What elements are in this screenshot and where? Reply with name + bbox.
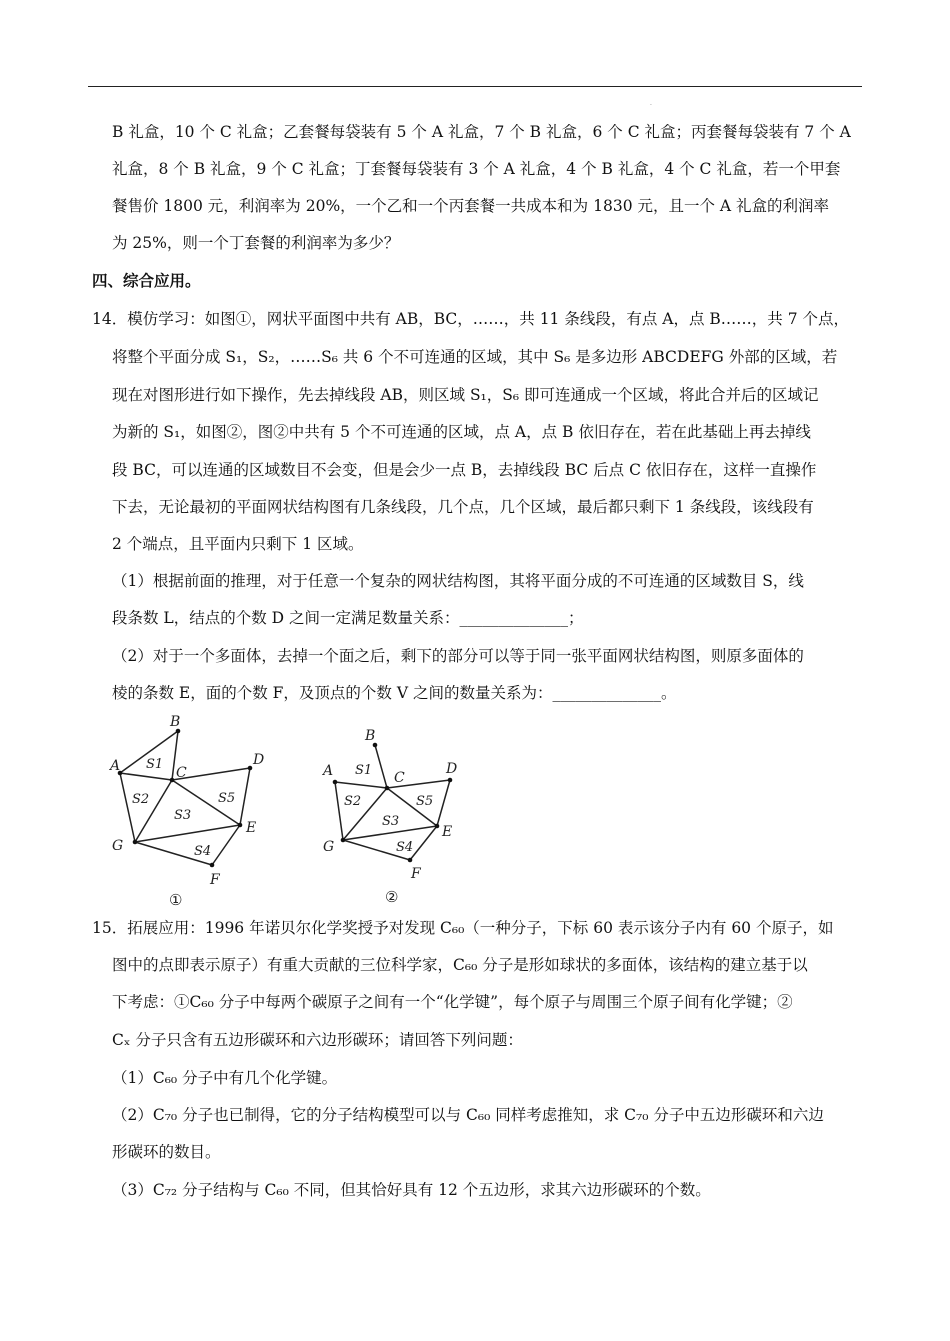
region-s4: S4 <box>194 844 212 859</box>
network-figure-1 <box>100 705 280 910</box>
question-14-line: 段 BC，可以连通的区域数目不会变，但是会少一点 B，去掉线段 BC 后点 C 依旧存在，这样一直操作 <box>112 461 817 479</box>
label-C: C <box>176 765 187 781</box>
question-15-line: 15．拓展应用：1996 年诺贝尔化学奖授予对发现 C₆₀（一种分子，下标 60 表示该分子内有 60 个原子，如 <box>92 919 834 937</box>
subquestion-line: （1）C₆₀ 分子中有几个化学键。 <box>112 1069 338 1087</box>
segment-DE <box>437 780 450 826</box>
paragraph-line: 礼盒，8 个 B 礼盒，9 个 C 礼盒；丁套餐每袋装有 3 个 A 礼盒，4 个 B 礼盒，4 个 C 礼盒，若一个甲套 <box>112 160 841 178</box>
figure-2-caption: ② <box>385 888 399 906</box>
region-s5: S5 <box>218 791 236 806</box>
point-E <box>435 824 440 829</box>
label-B: B <box>170 714 181 730</box>
region-s1: S1 <box>146 757 164 772</box>
point-F <box>210 863 215 868</box>
subquestion-line: 段条数 L，结点的个数 D 之间一定满足数量关系：______________； <box>112 609 584 627</box>
label-C: C <box>394 770 405 786</box>
point-C <box>385 786 390 791</box>
paragraph-line: 餐售价 1800 元，利润率为 20%，一个乙和一个丙套餐一共成本和为 1830 元，且一个 A 礼盒的利润率 <box>112 197 830 215</box>
paragraph-line: 为 25%，则一个丁套餐的利润率为多少？ <box>112 234 400 252</box>
figure-1-caption: ① <box>169 891 183 909</box>
label-D: D <box>253 752 265 768</box>
question-14-line: 为新的 S₁，如图②，图②中共有 5 个不可连通的区域，点 A，点 B 依旧存在，若在此基础上再去掉线 <box>112 423 811 441</box>
subquestion-line: （2）C₇₀ 分子也已制得，它的分子结构模型可以与 C₆₀ 同样考虑推知，求 C₇₀ 分子中五边形碳环和六边 <box>112 1106 824 1124</box>
segment-EF <box>410 826 437 860</box>
subquestion-line: （1）根据前面的推理，对于任意一个复杂的网状结构图，其将平面分成的不可连通的区域数目 S，线 <box>112 572 804 590</box>
region-s4: S4 <box>396 840 414 855</box>
point-D <box>248 766 253 771</box>
question-14-line: 2 个端点，且平面内只剩下 1 区域。 <box>112 535 364 553</box>
region-s5: S5 <box>416 794 434 809</box>
label-G: G <box>323 839 335 855</box>
label-B: B <box>365 728 376 744</box>
point-C <box>170 778 175 783</box>
label-E: E <box>442 824 453 840</box>
point-E <box>238 823 243 828</box>
segment-AG <box>120 773 135 842</box>
segment-AC <box>335 782 387 788</box>
label-D: D <box>446 761 458 777</box>
region-s2: S2 <box>132 792 150 807</box>
question-14-line: 下去，无论最初的平面网状结构图有几条线段，几个点，几个区域，最后都只剩下 1 条线段，该线段有 <box>112 498 814 516</box>
label-A: A <box>110 758 121 774</box>
segment-AG <box>335 782 343 840</box>
question-15-line: Cₓ 分子只含有五边形碳环和六边形碳环；请回答下列问题： <box>112 1031 523 1049</box>
label-A: A <box>323 763 334 779</box>
point-F <box>408 858 413 863</box>
region-s3: S3 <box>382 814 400 829</box>
point-A <box>333 780 338 785</box>
header-rule <box>88 86 862 87</box>
subquestion-line: 棱的条数 E，面的个数 F，及顶点的个数 V 之间的数量关系为：______________。 <box>112 684 677 702</box>
question-14-line: 现在对图形进行如下操作，先去掉线段 AB，则区域 S₁，S₆ 即可连通成一个区域，将此合并后的区域记 <box>112 386 819 404</box>
corner-mark: . <box>650 100 652 107</box>
point-D <box>448 778 453 783</box>
label-F: F <box>210 872 220 888</box>
section-heading: 四、综合应用。 <box>92 271 201 290</box>
label-G: G <box>112 838 124 854</box>
question-14-line: 14．模仿学习：如图①，网状平面图中共有 AB，BC，……，共 11 条线段，有点 A，点 B……，共 7 个点， <box>92 310 850 328</box>
label-F: F <box>411 866 421 882</box>
point-G <box>341 838 346 843</box>
subquestion-line: 形碳环的数目。 <box>112 1143 221 1161</box>
label-E: E <box>246 820 257 836</box>
subquestion-line: （2）对于一个多面体，去掉一个面之后，剩下的部分可以等于同一张平面网状结构图，则原多面体的 <box>112 647 804 665</box>
segment-GE <box>135 825 240 842</box>
question-14-line: 将整个平面分成 S₁，S₂，……S₆ 共 6 个不可连通的区域，其中 S₆ 是多边形 ABCDEFG 外部的区域，若 <box>112 348 838 366</box>
region-s3: S3 <box>174 808 192 823</box>
question-15-line: 图中的点即表示原子）有重大贡献的三位科学家，C₆₀ 分子是形如球状的多面体，该结构的建立基于以 <box>112 956 808 974</box>
question-15-line: 下考虑：①C₆₀ 分子中每两个碳原子之间有一个“化学键”，每个原子与周围三个原子间有化学键；② <box>112 993 793 1011</box>
segment-DE <box>240 768 250 825</box>
segment-BC <box>375 745 387 788</box>
region-s2: S2 <box>344 794 362 809</box>
region-s1: S1 <box>355 763 373 778</box>
segment-EF <box>212 825 240 865</box>
point-G <box>133 840 138 845</box>
subquestion-line: （3）C₇₂ 分子结构与 C₆₀ 不同，但其恰好具有 12 个五边形，求其六边形碳环的个数。 <box>112 1181 711 1199</box>
segment-AC <box>120 773 172 780</box>
segment-CG <box>135 780 172 842</box>
network-figure-2 <box>315 720 490 910</box>
paragraph-line: B 礼盒，10 个 C 礼盒；乙套餐每袋装有 5 个 A 礼盒，7 个 B 礼盒，6 个 C 礼盒；丙套餐每袋装有 7 个 A <box>112 123 851 141</box>
